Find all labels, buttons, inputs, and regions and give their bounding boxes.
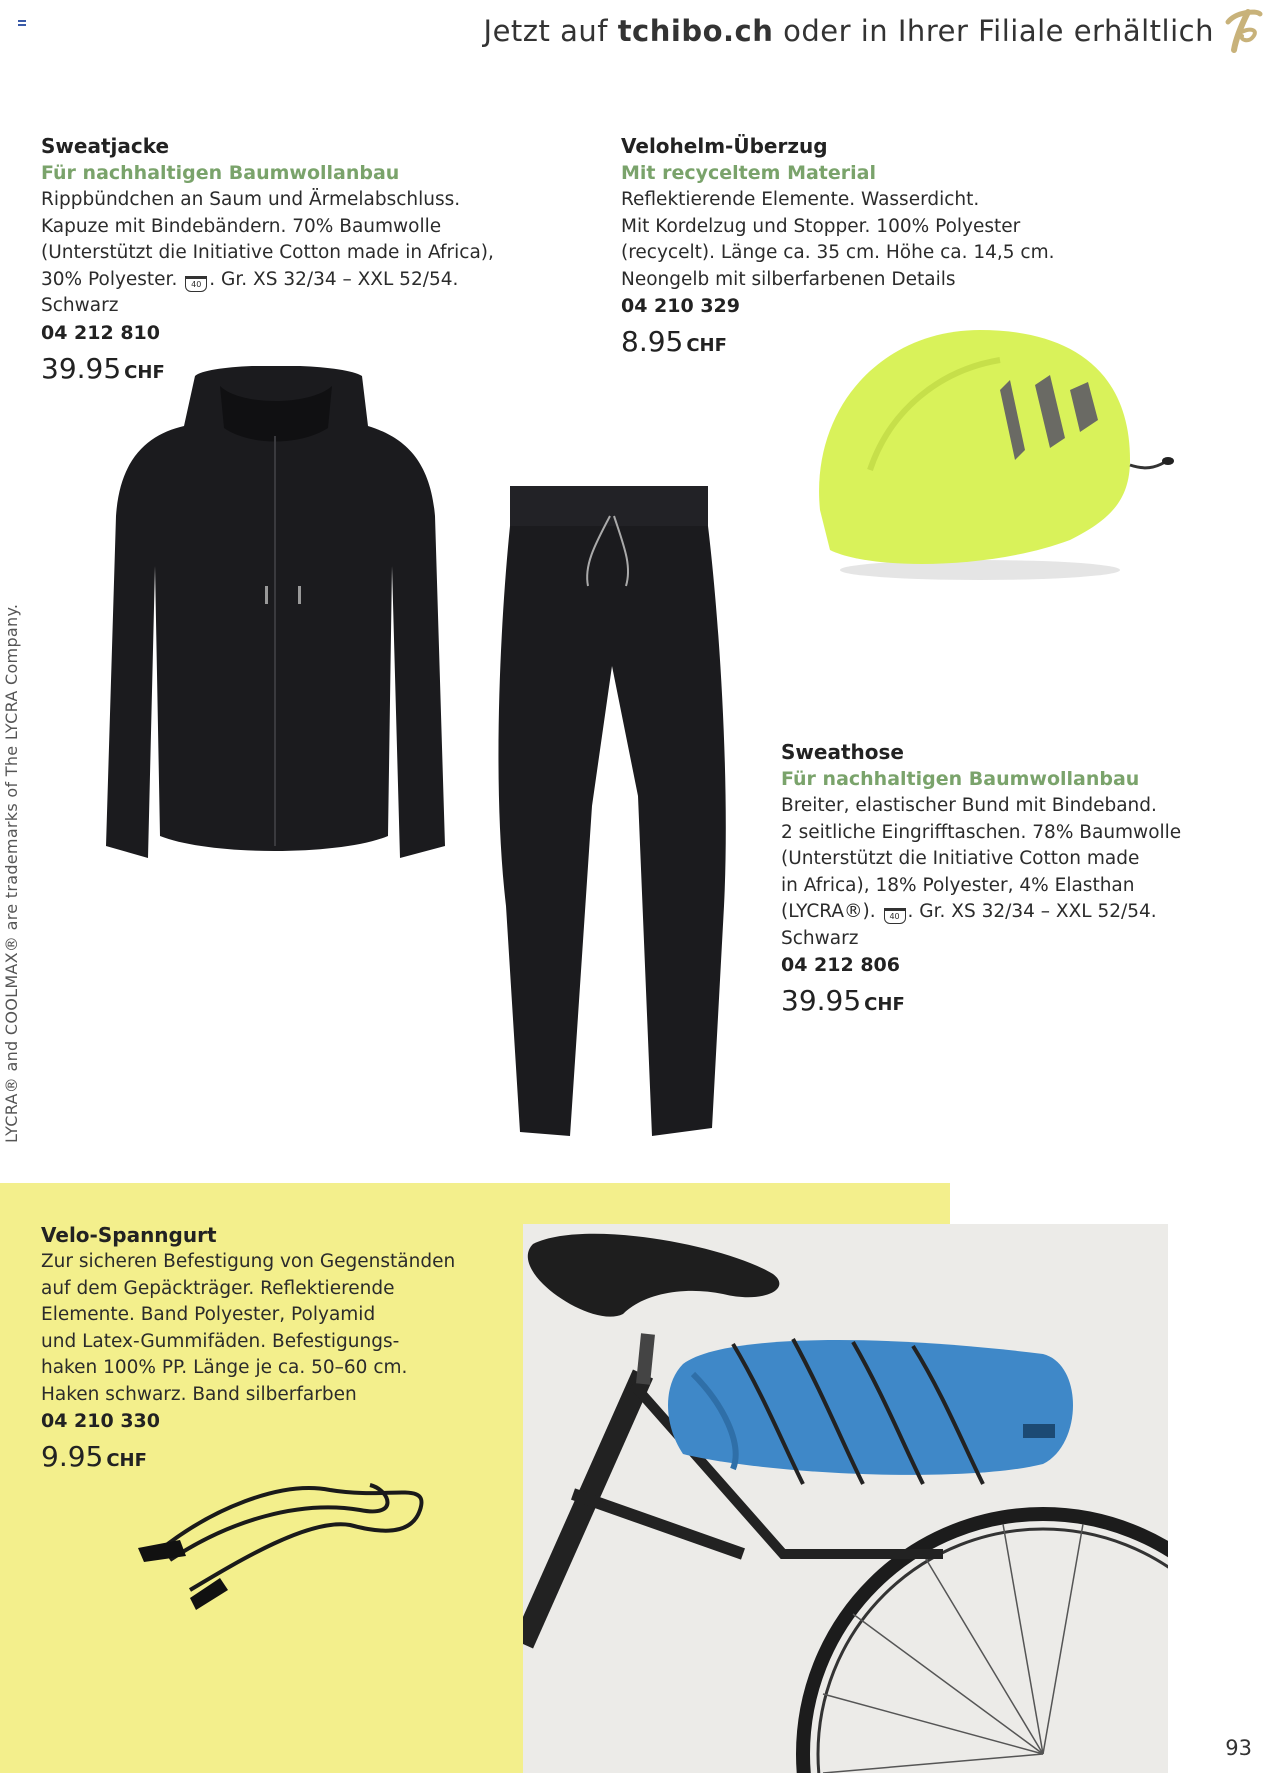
product-title: Velohelm-Überzug [621,134,828,158]
spanngurt-image [130,1470,440,1620]
header-text [484,14,1214,48]
product-desc-line: (Unterstützt die Initiative Cotton made in Africa), [41,242,494,263]
product-desc-line: 30% Polyester. 40 . Gr. XS 32/34 – XXL 52/54. [41,268,459,290]
product-desc-line: (LYCRA®). 40 . Gr. XS 32/34 – XXL 52/54. [781,901,1157,922]
product-desc-line: Mit Kordelzug und Stopper. 100% Polyester [621,215,1021,237]
product-desc-line: (Unterstützt die Initiative Cotton made [781,848,1140,869]
trademark-note: LYCRA® and COOLMAX® are trademarks of The LYCRA Company. [2,603,21,1143]
product-sweathose [781,739,1181,1027]
product-desc-line: 2 seitliche Eingrifftaschen. 78% Baumwolle [781,821,1182,843]
header-prefix: Jetzt auf [483,14,608,48]
product-desc-line: Kapuze mit Bindebändern. 70% Baumwolle [41,215,442,237]
product-spanngurt [41,1222,455,1483]
product-title: Velo-Spanngurt [41,1223,217,1247]
header-suffix: oder in Ihrer Filiale erhältlich [783,14,1214,48]
product-desc-line: (recycelt). Länge ca. 35 cm. Höhe ca. 14,5 cm. [621,242,1055,263]
product-subtitle: Für nachhaltigen Baumwollanbau [781,768,1140,790]
product-title: Sweatjacke [41,134,170,158]
velohelm-image [810,320,1180,590]
product-subtitle: Mit recyceltem Material [621,162,876,184]
article-number: 04 210 330 [41,1410,160,1432]
product-desc-line: Elemente. Band Polyester, Polyamid [41,1304,376,1325]
menu-icon[interactable] [18,20,26,28]
header-site-link[interactable]: tchibo.ch [617,14,774,48]
page-number: 93 [1225,1736,1252,1760]
product-desc-line: Haken schwarz. Band silberfarben [41,1383,357,1405]
product-desc-line: Breiter, elastischer Bund mit Bindeband. [781,795,1157,816]
bike-illustration [523,1224,1168,1773]
product-desc-line: Rippbündchen an Saum und Ärmelabschluss. [41,189,461,210]
article-number: 04 212 810 [41,321,160,344]
article-number: 04 212 806 [781,954,900,976]
product-desc-line: und Latex-Gummifäden. Befestigungs- [41,1330,400,1352]
product-desc-line: auf dem Gepäckträger. Reflektierende [41,1277,395,1299]
wash-40-icon: 40 [185,276,207,292]
page-header [0,0,1280,64]
product-color: Schwarz [781,927,859,949]
article-number: 04 210 329 [621,295,740,317]
tchibo-logo-icon [1220,4,1266,54]
price: 8.95 CHF [621,325,727,358]
product-desc-line: Reflektierende Elemente. Wasserdicht. [621,189,980,210]
wash-40-icon: 40 [884,908,906,924]
product-color: Schwarz [41,295,119,316]
product-subtitle: Für nachhaltigen Baumwollanbau [41,162,400,184]
product-desc-line: haken 100% PP. Länge je ca. 50–60 cm. [41,1357,408,1378]
product-desc-line: in Africa), 18% Polyester, 4% Elasthan [781,874,1135,896]
product-desc-line: Zur sicheren Befestigung von Gegenständen [41,1251,456,1272]
price: 9.95 CHF [41,1440,147,1473]
price: 39.95 CHF [781,984,905,1017]
product-desc-line: Neongelb mit silberfarbenen Details [621,268,956,290]
sweathose-image [484,486,734,1140]
bike-rack-photo [523,1224,1168,1773]
product-sweatjacke [41,133,494,395]
product-title: Sweathose [781,740,904,764]
sweatjacke-image [100,366,450,896]
price: 39.95 CHF [41,351,165,385]
